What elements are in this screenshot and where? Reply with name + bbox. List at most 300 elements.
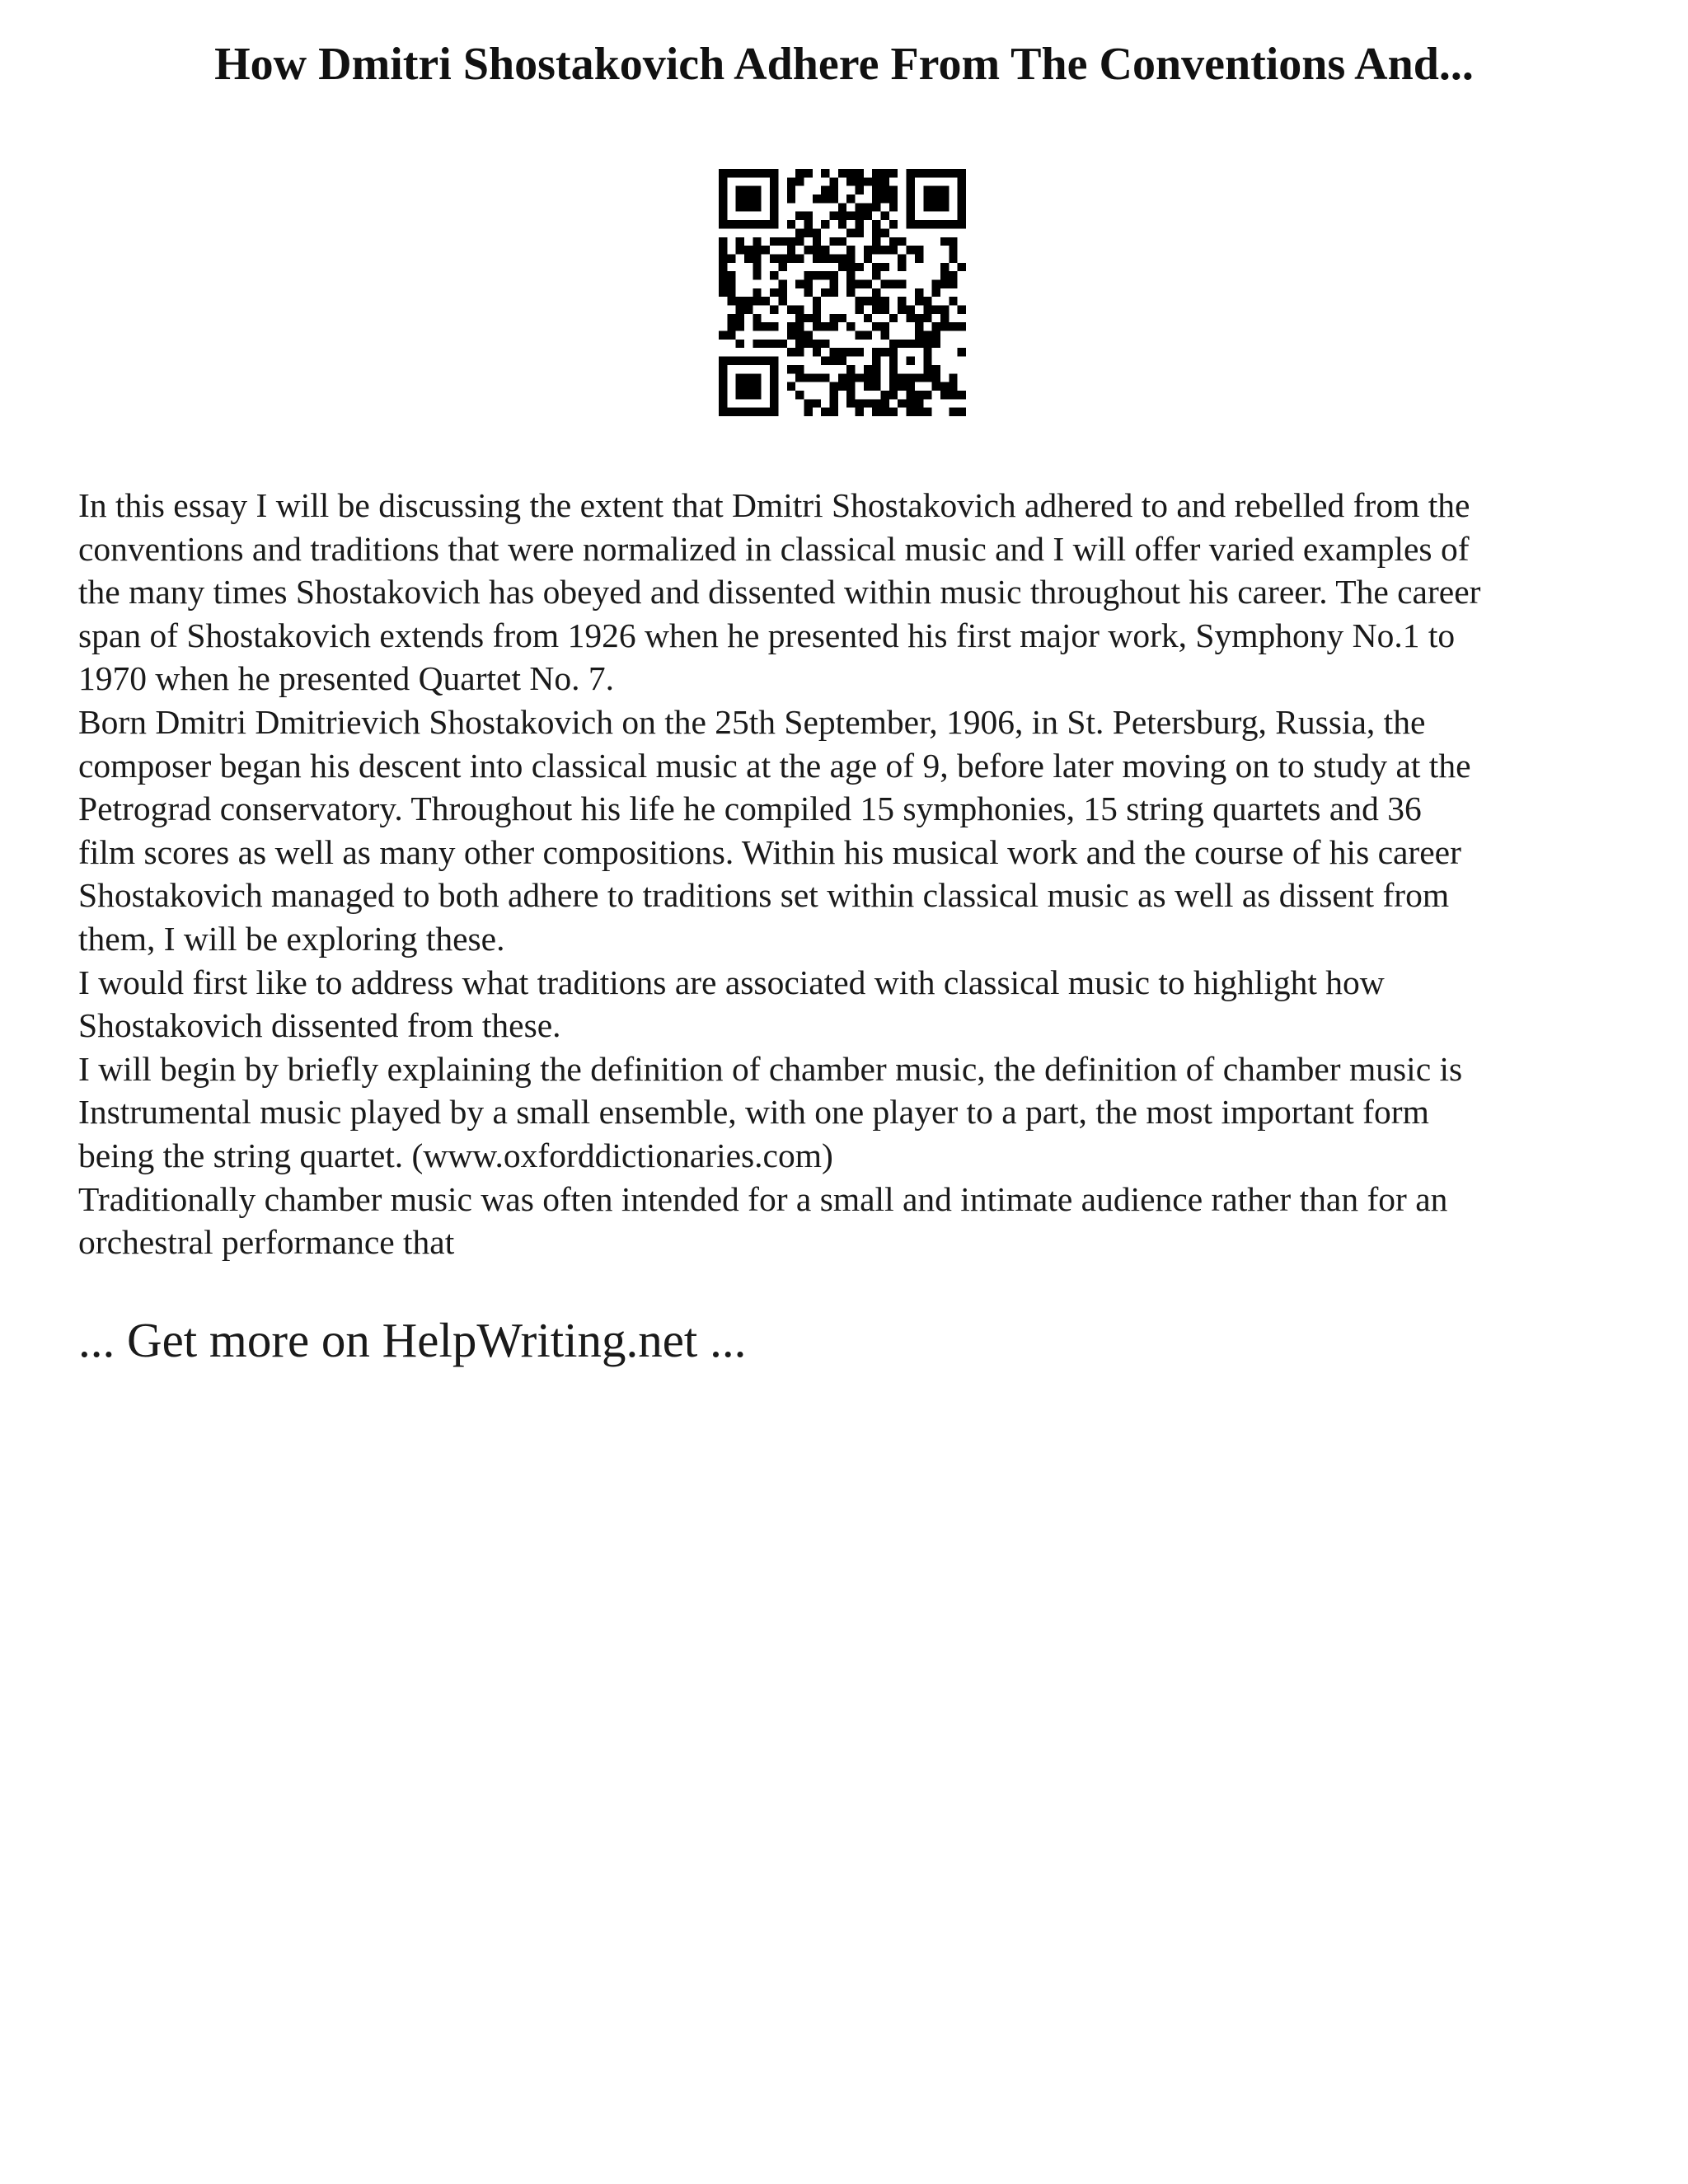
qr-module	[736, 322, 744, 330]
qr-module	[932, 220, 940, 228]
qr-module	[838, 314, 846, 322]
qr-module	[872, 399, 880, 407]
qr-module	[829, 322, 837, 330]
text-line: film scores as well as many other compositions. Within his musical work and the course of his career	[78, 832, 1461, 871]
qr-module	[949, 382, 957, 391]
qr-module	[829, 271, 837, 279]
qr-module	[907, 186, 915, 194]
qr-module	[932, 186, 940, 194]
qr-module	[889, 194, 898, 203]
qr-module	[719, 186, 727, 194]
qr-module	[804, 169, 812, 177]
qr-module	[829, 194, 837, 203]
qr-module	[744, 357, 753, 365]
qr-module	[872, 306, 880, 314]
qr-module	[932, 331, 940, 340]
text-line: composer began his descent into classical music at the age of 9, before later moving on to study at the	[78, 746, 1471, 785]
qr-module	[719, 373, 727, 382]
qr-module	[889, 348, 898, 356]
qr-module	[778, 237, 786, 246]
qr-module	[744, 297, 753, 305]
qr-module	[762, 246, 770, 254]
qr-module	[821, 288, 829, 297]
qr-module	[804, 212, 812, 220]
qr-module	[719, 246, 727, 254]
qr-module	[872, 228, 880, 237]
qr-module	[829, 348, 837, 356]
qr-module	[719, 169, 727, 177]
qr-module	[856, 399, 864, 407]
qr-module	[821, 340, 829, 348]
qr-module	[881, 331, 889, 340]
qr-module	[958, 194, 966, 203]
qr-module	[889, 246, 898, 254]
qr-module	[932, 279, 940, 288]
qr-module	[778, 340, 786, 348]
qr-module	[821, 169, 829, 177]
qr-module	[889, 365, 898, 373]
qr-module	[770, 373, 778, 382]
text-line: span of Shostakovich extends from 1926 when he presented his first major work, Symphony No.1 to	[78, 616, 1456, 654]
qr-module	[744, 254, 753, 262]
qr-module	[856, 177, 864, 185]
qr-module	[727, 288, 735, 297]
qr-module	[736, 373, 744, 382]
qr-module	[940, 237, 949, 246]
qr-module	[753, 271, 761, 279]
qr-module	[949, 271, 957, 279]
qr-module	[778, 254, 786, 262]
qr-module	[898, 373, 906, 382]
qr-module	[770, 203, 778, 211]
qr-module	[915, 399, 923, 407]
qr-module	[770, 322, 778, 330]
qr-module	[770, 177, 778, 185]
qr-module	[813, 399, 821, 407]
qr-module	[813, 306, 821, 314]
text-line: them, I will be exploring these.	[78, 919, 505, 958]
qr-module	[846, 194, 855, 203]
qr-module	[719, 254, 727, 262]
qr-module	[881, 246, 889, 254]
qr-module	[804, 220, 812, 228]
qr-module	[898, 237, 906, 246]
qr-module	[856, 279, 864, 288]
qr-module	[932, 306, 940, 314]
qr-module	[907, 212, 915, 220]
qr-module	[846, 365, 855, 373]
qr-module	[881, 399, 889, 407]
paragraph-traditions	[78, 961, 1644, 1047]
qr-module	[872, 271, 880, 279]
qr-module	[940, 314, 949, 322]
qr-module	[856, 348, 864, 356]
qr-module	[829, 186, 837, 194]
qr-module	[856, 186, 864, 194]
qr-module	[736, 391, 744, 399]
qr-module	[787, 220, 795, 228]
qr-module	[846, 391, 855, 399]
qr-module	[907, 306, 915, 314]
qr-module	[940, 322, 949, 330]
qr-module	[864, 314, 872, 322]
qr-module	[907, 194, 915, 203]
qr-module	[821, 357, 829, 365]
qr-module	[932, 194, 940, 203]
qr-module	[864, 399, 872, 407]
qr-module	[787, 331, 795, 340]
qr-module	[940, 279, 949, 288]
qr-module	[889, 408, 898, 416]
qr-module	[719, 382, 727, 391]
qr-module	[923, 357, 931, 365]
qr-module	[719, 279, 727, 288]
qr-module	[838, 169, 846, 177]
qr-module	[719, 331, 727, 340]
qr-module	[719, 237, 727, 246]
text-line: I will begin by briefly explaining the definition of chamber music, the definition of chamber music is	[78, 1049, 1463, 1088]
qr-module	[889, 186, 898, 194]
qr-module	[795, 314, 804, 322]
qr-module	[762, 408, 770, 416]
qr-module	[804, 314, 812, 322]
qr-module	[753, 237, 761, 246]
text-line: I would first like to address what traditions are associated with classical music to highlight how	[78, 963, 1385, 1001]
qr-module	[889, 391, 898, 399]
qr-module	[915, 254, 923, 262]
qr-module	[753, 246, 761, 254]
qr-module	[907, 314, 915, 322]
qr-module	[872, 186, 880, 194]
qr-module	[813, 373, 821, 382]
qr-module	[727, 254, 735, 262]
qr-module	[881, 212, 889, 220]
qr-module	[856, 373, 864, 382]
text-line: conventions and traditions that were normalized in classical music and I will offer varied examples of	[78, 529, 1470, 568]
qr-module	[856, 263, 864, 271]
qr-module	[872, 203, 880, 211]
qr-module	[770, 237, 778, 246]
qr-module	[881, 228, 889, 237]
qr-module	[804, 340, 812, 348]
qr-module	[736, 357, 744, 365]
text-line: orchestral performance that	[78, 1223, 455, 1262]
qr-module	[736, 382, 744, 391]
qr-module	[856, 220, 864, 228]
qr-module	[923, 348, 931, 356]
qr-module	[940, 271, 949, 279]
qr-module	[949, 391, 957, 399]
qr-module	[958, 348, 966, 356]
qr-module	[923, 203, 931, 211]
qr-module	[881, 194, 889, 203]
qr-module	[958, 169, 966, 177]
qr-module	[778, 297, 786, 305]
qr-module	[856, 169, 864, 177]
qr-code-icon	[719, 169, 966, 416]
qr-module	[744, 169, 753, 177]
qr-module	[753, 373, 761, 382]
qr-module	[898, 297, 906, 305]
qr-module	[889, 314, 898, 322]
qr-module	[856, 212, 864, 220]
qr-module	[907, 220, 915, 228]
qr-module	[864, 254, 872, 262]
qr-module	[838, 254, 846, 262]
qr-module	[940, 220, 949, 228]
qr-module	[958, 263, 966, 271]
qr-module	[753, 297, 761, 305]
qr-module	[778, 279, 786, 288]
qr-module	[753, 382, 761, 391]
qr-module	[864, 373, 872, 382]
qr-module	[753, 169, 761, 177]
qr-module	[889, 340, 898, 348]
qr-module	[846, 228, 855, 237]
qr-module	[770, 220, 778, 228]
qr-module	[949, 297, 957, 305]
qr-module	[940, 194, 949, 203]
page-title: How Dmitri Shostakovich Adhere From The Conventions And...	[214, 39, 1474, 90]
qr-module	[813, 246, 821, 254]
qr-module	[949, 220, 957, 228]
qr-module	[719, 220, 727, 228]
qr-module	[795, 391, 804, 399]
text-line: Born Dmitri Dmitrievich Shostakovich on the 25th September, 1906, in St. Petersburg, Russia, the	[78, 702, 1426, 741]
qr-module	[787, 237, 795, 246]
qr-module	[915, 220, 923, 228]
qr-module	[889, 237, 898, 246]
qr-module	[923, 186, 931, 194]
qr-module	[838, 203, 846, 211]
qr-module	[787, 382, 795, 391]
qr-module	[881, 391, 889, 399]
qr-module	[872, 220, 880, 228]
qr-module	[736, 203, 744, 211]
qr-module	[889, 279, 898, 288]
qr-module	[838, 263, 846, 271]
qr-module	[753, 254, 761, 262]
qr-module	[949, 373, 957, 382]
qr-module	[821, 194, 829, 203]
qr-module	[881, 177, 889, 185]
qr-module	[795, 331, 804, 340]
qr-module	[872, 408, 880, 416]
qr-module	[829, 288, 837, 297]
qr-module	[813, 348, 821, 356]
qr-module	[949, 237, 957, 246]
qr-module	[719, 263, 727, 271]
qr-module	[932, 365, 940, 373]
text-line: Instrumental music played by a small ensemble, with one player to a part, the most important form	[78, 1093, 1429, 1132]
qr-module	[881, 306, 889, 314]
qr-module	[864, 203, 872, 211]
qr-module	[949, 408, 957, 416]
qr-module	[813, 314, 821, 322]
qr-module	[736, 169, 744, 177]
qr-module	[846, 279, 855, 288]
qr-module	[881, 169, 889, 177]
text-line: In this essay I will be discussing the extent that Dmitri Shostakovich adhered to and rebelled from the	[78, 486, 1470, 524]
qr-module	[889, 169, 898, 177]
qr-module	[770, 357, 778, 365]
qr-module	[736, 237, 744, 246]
qr-module	[719, 357, 727, 365]
qr-module	[736, 297, 744, 305]
qr-module	[856, 297, 864, 305]
qr-module	[915, 314, 923, 322]
qr-module	[932, 373, 940, 382]
qr-module	[804, 331, 812, 340]
get-more-link[interactable]: ... Get more on HelpWriting.net ...	[78, 1313, 747, 1367]
qr-module	[719, 391, 727, 399]
qr-module	[872, 237, 880, 246]
qr-module	[846, 373, 855, 382]
qr-module	[736, 246, 744, 254]
qr-module	[923, 408, 931, 416]
paragraph-chamber-definition	[78, 1047, 1644, 1178]
qr-module	[881, 408, 889, 416]
qr-module	[838, 348, 846, 356]
qr-module	[795, 306, 804, 314]
qr-module	[889, 357, 898, 365]
qr-module	[872, 246, 880, 254]
qr-module	[846, 254, 855, 262]
qr-module	[907, 382, 915, 391]
qr-module	[923, 373, 931, 382]
qr-module	[923, 194, 931, 203]
qr-module	[856, 203, 864, 211]
qr-module	[804, 373, 812, 382]
qr-module	[795, 365, 804, 373]
qr-module	[813, 194, 821, 203]
qr-code-graphic	[719, 169, 966, 416]
qr-module	[821, 271, 829, 279]
qr-module	[864, 297, 872, 305]
qr-module	[940, 263, 949, 271]
qr-module	[821, 373, 829, 382]
qr-module	[829, 237, 837, 246]
qr-module	[923, 220, 931, 228]
qr-module	[719, 194, 727, 203]
qr-module	[872, 263, 880, 271]
qr-module	[787, 322, 795, 330]
qr-module	[753, 340, 761, 348]
qr-module	[846, 399, 855, 407]
qr-module	[915, 408, 923, 416]
qr-module	[856, 306, 864, 314]
qr-module	[923, 365, 931, 373]
qr-module	[795, 228, 804, 237]
qr-module	[915, 373, 923, 382]
qr-module	[940, 306, 949, 314]
qr-module	[838, 357, 846, 365]
qr-module	[795, 169, 804, 177]
qr-module	[813, 254, 821, 262]
qr-module	[846, 263, 855, 271]
qr-module	[915, 288, 923, 297]
qr-module	[821, 322, 829, 330]
qr-module	[744, 373, 753, 382]
qr-module	[744, 203, 753, 211]
qr-module	[923, 340, 931, 348]
paragraph-biography	[78, 701, 1644, 961]
qr-module	[762, 322, 770, 330]
qr-module	[898, 382, 906, 391]
qr-module	[727, 220, 735, 228]
qr-module	[838, 382, 846, 391]
qr-module	[958, 306, 966, 314]
qr-module	[727, 408, 735, 416]
qr-module	[770, 186, 778, 194]
qr-module	[907, 177, 915, 185]
qr-module	[736, 186, 744, 194]
qr-module	[864, 177, 872, 185]
qr-module	[932, 203, 940, 211]
qr-module	[932, 322, 940, 330]
qr-module	[958, 391, 966, 399]
qr-module	[872, 322, 880, 330]
qr-module	[881, 186, 889, 194]
qr-module	[787, 306, 795, 314]
qr-module	[949, 169, 957, 177]
qr-module	[813, 340, 821, 348]
qr-module	[958, 322, 966, 330]
qr-module	[958, 408, 966, 416]
qr-module	[719, 365, 727, 373]
qr-module	[907, 203, 915, 211]
qr-module	[958, 186, 966, 194]
qr-module	[940, 391, 949, 399]
qr-module	[864, 331, 872, 340]
qr-module	[907, 169, 915, 177]
qr-module	[787, 348, 795, 356]
qr-module	[829, 357, 837, 365]
qr-module	[872, 169, 880, 177]
qr-module	[829, 314, 837, 322]
qr-module	[889, 373, 898, 382]
qr-module	[770, 399, 778, 407]
qr-module	[838, 212, 846, 220]
qr-module	[727, 322, 735, 330]
qr-module	[864, 246, 872, 254]
qr-module	[932, 382, 940, 391]
qr-module	[838, 220, 846, 228]
qr-module	[846, 348, 855, 356]
qr-module	[907, 391, 915, 399]
paragraph-intro	[78, 484, 1644, 701]
qr-module	[915, 331, 923, 340]
qr-module	[719, 271, 727, 279]
text-line: Shostakovich managed to both adhere to traditions set within classical music as well as dissent from	[78, 876, 1450, 915]
qr-module	[795, 322, 804, 330]
qr-module	[907, 399, 915, 407]
qr-module	[846, 212, 855, 220]
qr-module	[804, 246, 812, 254]
text-line: the many times Shostakovich has obeyed and dissented within music throughout his career. The career	[78, 573, 1481, 612]
qr-module	[872, 365, 880, 373]
qr-module	[881, 297, 889, 305]
qr-module	[778, 288, 786, 297]
qr-module	[787, 186, 795, 194]
qr-module	[753, 288, 761, 297]
qr-module	[829, 279, 837, 288]
qr-module	[907, 373, 915, 382]
qr-module	[795, 254, 804, 262]
qr-module	[846, 382, 855, 391]
qr-module	[915, 169, 923, 177]
qr-module	[795, 177, 804, 185]
